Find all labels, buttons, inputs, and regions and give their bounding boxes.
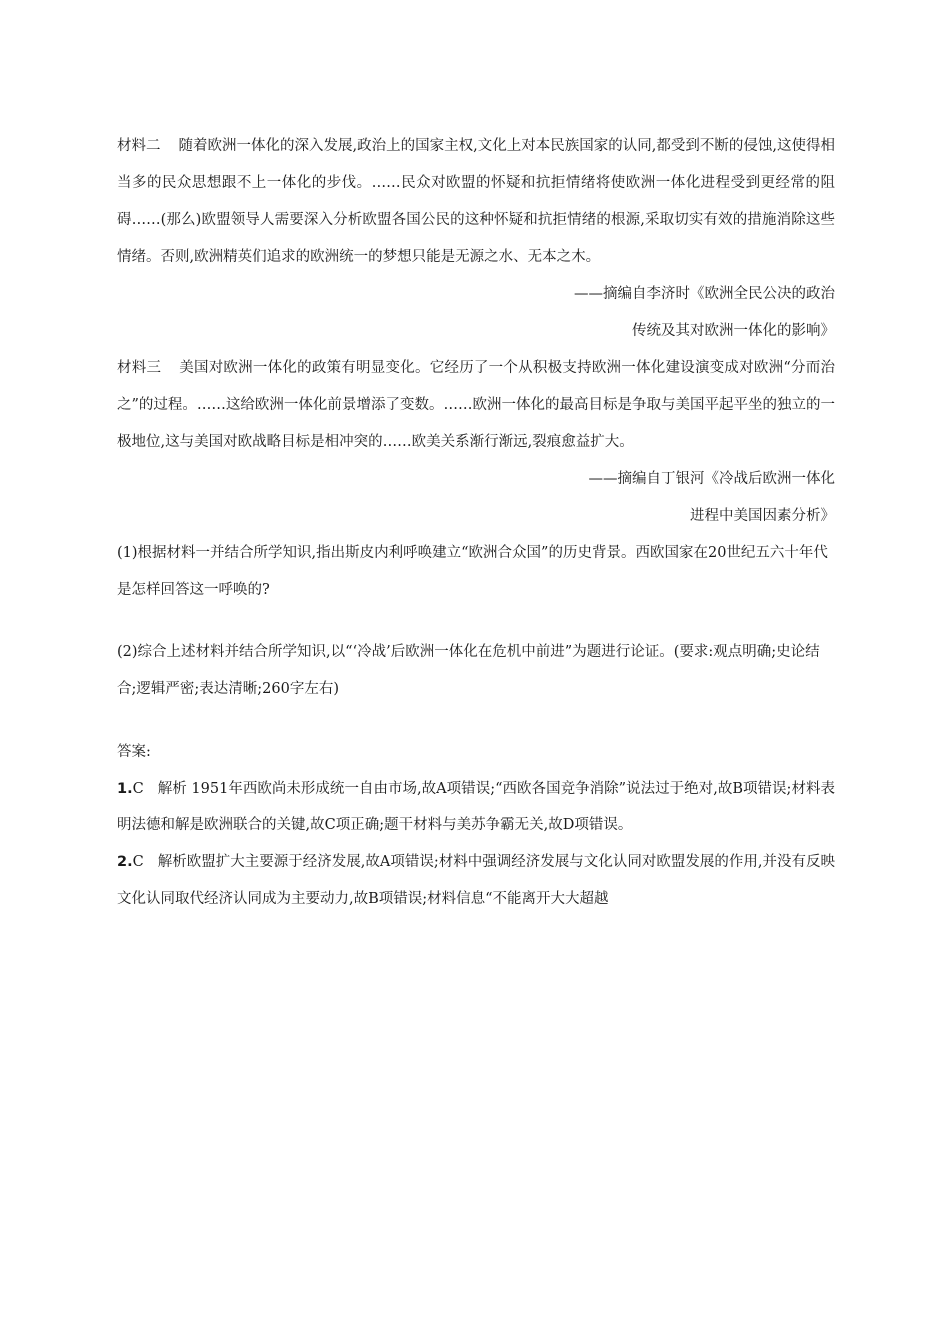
answer-1 (117, 771, 835, 845)
material-3-source-line-1: ——摘编自丁银河《冷战后欧洲一体化 (588, 470, 835, 487)
answer-1-text: 解析 1951年西欧尚未形成统一自由市场,故A项错误;“西欧各国竞争消除”说法过于绝对,故B项错误;材料表明法德和解是欧洲联合的关键,故C项正确;题干材料与美苏争霸无关,故D项错误。 (117, 780, 835, 834)
material-2-text: 随着欧洲一体化的深入发展,政治上的国家主权,文化上对本民族国家的认同,都受到不断的侵蚀,这使得相当多的民众思想跟不上一体化的步伐。……民众对欧盟的怀疑和抗拒情绪将使欧洲一体化进程受到更经常的阻碍……(那么)欧盟领导人需要深入分析欧盟各国公民的这种怀疑和抗拒情绪的根源,采取切实有效的措施消除这些情绪。否则,欧洲精英们追求的欧洲统一的梦想只能是无源之水、无本之木。 (117, 138, 836, 265)
answer-2 (117, 844, 835, 918)
material-3-source-line-2: 进程中美国因素分析》 (690, 507, 835, 524)
material-2-source-line-1: ——摘编自李济时《欧洲全民公决的政治 (574, 285, 835, 302)
material-2-label: 材料二 (117, 138, 161, 154)
material-2-paragraph (117, 128, 835, 276)
answers-title: 答案: (117, 743, 151, 760)
answer-2-number: 2. (117, 854, 133, 871)
material-2-source-line-2: 传统及其对欧洲一体化的影响》 (632, 322, 835, 339)
answer-1-number: 1. (117, 780, 133, 797)
answer-2-option: C (132, 854, 144, 871)
material-3-label: 材料三 (117, 359, 162, 376)
question-1: (1)根据材料一并结合所学知识,指出斯皮内利呼唤建立“欧洲合众国”的历史背景。西欧国家在20世纪五六十年代是怎样回答这一呼唤的? (117, 544, 828, 598)
answer-2-text: 解析欧盟扩大主要源于经济发展,故A项错误;材料中强调经济发展与文化认同对欧盟发展的作用,并没有反映文化认同取代经济认同成为主要动力,故B项错误;材料信息“不能离开大大超越 (117, 854, 835, 908)
answer-1-option: C (132, 780, 144, 797)
material-3-text: 美国对欧洲一体化的政策有明显变化。它经历了一个从积极支持欧洲一体化建设演变成对欧洲“分而治之”的过程。……这给欧洲一体化前景增添了变数。……欧洲一体化的最高目标是争取与美国平起平坐的独立的一极地位,这与美国对欧战略目标是相冲突的……欧美关系渐行渐远,裂痕愈益扩大。 (117, 359, 835, 450)
document-page (117, 128, 835, 918)
question-2: (2)综合上述材料并结合所学知识,以“‘冷战’后欧洲一体化在危机中前进”为题进行论证。(要求:观点明确;史论结合;逻辑严密;表达清晰;260字左右) (117, 643, 820, 697)
material-3-paragraph (117, 350, 835, 461)
